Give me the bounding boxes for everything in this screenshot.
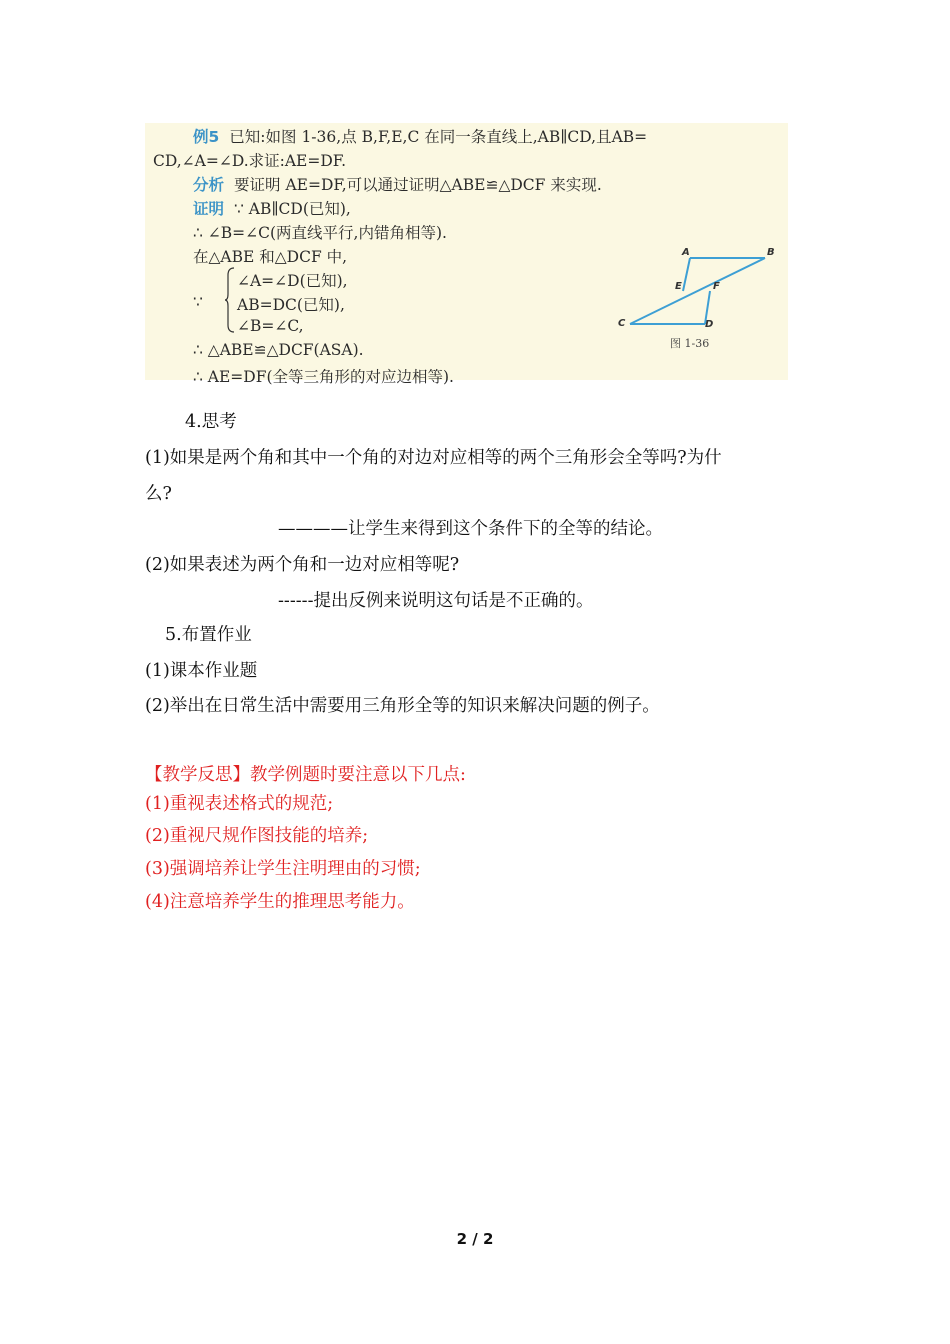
analysis-label: 分析 bbox=[193, 176, 225, 194]
figure-label-e: E bbox=[675, 281, 682, 292]
because-symbol: ∵ bbox=[193, 293, 203, 311]
section-5-heading: 5.布置作业 bbox=[165, 625, 252, 645]
proof-label: 证明 bbox=[193, 200, 225, 218]
reflection-item-2: (2)重视尺规作图技能的培养; bbox=[145, 826, 369, 846]
figure-label-a: A bbox=[682, 247, 690, 258]
proof-step-4: ∴ AE=DF(全等三角形的对应边相等). bbox=[193, 368, 454, 386]
condition-3: ∠B=∠C, bbox=[237, 317, 304, 335]
figure-label-c: C bbox=[618, 318, 626, 329]
example-line-2: CD,∠A=∠D.求证:AE=DF. bbox=[153, 152, 347, 170]
proof-step-3: ∴ △ABE≌△DCF(ASA). bbox=[193, 341, 364, 359]
page-number: 2 / 2 bbox=[456, 1230, 494, 1248]
segment-bc bbox=[630, 258, 765, 324]
reflection-item-1: (1)重视表述格式的规范; bbox=[145, 794, 334, 814]
textbook-excerpt bbox=[145, 123, 788, 386]
question-2: (2)如果表述为两个角和一边对应相等呢? bbox=[145, 555, 460, 575]
figure-label-b: B bbox=[767, 247, 775, 258]
homework-item-1: (1)课本作业题 bbox=[145, 661, 258, 681]
figure-caption: 图 1-36 bbox=[670, 337, 710, 350]
question-1-line-2: 么? bbox=[145, 484, 172, 504]
proof-line bbox=[193, 197, 351, 219]
question-1-note: ————让学生来得到这个条件下的全等的结论。 bbox=[278, 519, 663, 539]
homework-item-2: (2)举出在日常生活中需要用三角形全等的知识来解决问题的例子。 bbox=[145, 696, 660, 716]
segment-ae bbox=[683, 258, 690, 291]
example-label: 例5 bbox=[193, 128, 220, 146]
reflection-title: 【教学反思】教学例题时要注意以下几点: bbox=[145, 765, 466, 785]
question-1-line-1: (1)如果是两个角和其中一个角的对边对应相等的两个三角形会全等吗?为什 bbox=[145, 448, 722, 468]
example-text: 已知:如图 1-36,点 B,F,E,C 在同一条直线上,AB∥CD,且AB= bbox=[229, 128, 648, 146]
reflection-item-4: (4)注意培养学生的推理思考能力。 bbox=[145, 892, 415, 912]
analysis-text: 要证明 AE=DF,可以通过证明△ABE≌△DCF 来实现. bbox=[234, 176, 602, 194]
analysis-line bbox=[193, 173, 602, 195]
condition-2: AB=DC(已知), bbox=[237, 296, 345, 314]
reflection-item-3: (3)强调培养让学生注明理由的习惯; bbox=[145, 859, 421, 879]
condition-1: ∠A=∠D(已知), bbox=[237, 272, 348, 290]
proof-step-1: ∴ ∠B=∠C(两直线平行,内错角相等). bbox=[193, 224, 447, 242]
section-4-heading: 4.思考 bbox=[185, 412, 237, 432]
left-brace-icon bbox=[225, 267, 235, 333]
proof-text: ∵ AB∥CD(已知), bbox=[234, 200, 351, 218]
figure-label-d: D bbox=[705, 319, 714, 330]
question-2-note: ------提出反例来说明这句话是不正确的。 bbox=[278, 591, 594, 611]
example-line-1 bbox=[193, 125, 647, 147]
proof-step-2: 在△ABE 和△DCF 中, bbox=[193, 248, 348, 266]
figure-label-f: F bbox=[713, 281, 720, 292]
